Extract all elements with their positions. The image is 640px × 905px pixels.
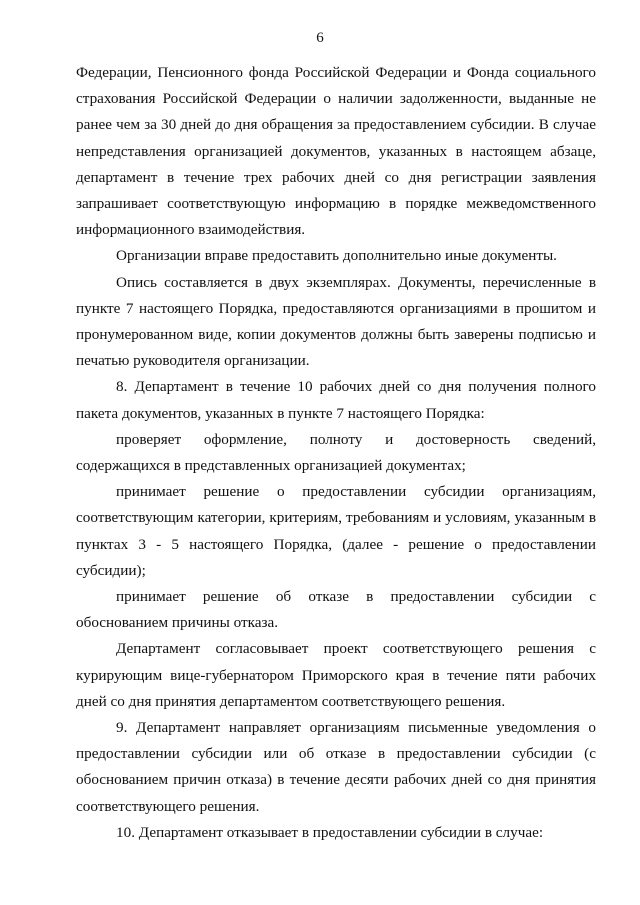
paragraph-item-10: 10. Департамент отказывает в предоставлении субсидии в случае: [116,823,544,841]
paragraph-inventory: Опись составляется в двух экземплярах. Документы, перечисленные в пункте 7 настоящего Порядка, предоставляются организациями в прошитом и пронумерованном виде, копии документов должны быть заверены подписью и печатью руководителя организации. [76,273,596,370]
paragraph-item-8: 8. Департамент в течение 10 рабочих дней со дня получения полного пакета документов, указанных в пункте 7 настоящего Порядка: [76,378,596,422]
paragraph-grant-decision: принимает решение о предоставлении субсидии организациям, соответствующим категории, критериям, требованиям и условиям, указанным в пунктах 3 - 5 настоящего Порядка, (далее - решение о предоставлении субсидии); [76,483,596,579]
paragraph-additional-documents: Организации вправе предоставить дополнительно иные документы. [116,247,557,265]
paragraph-checks: проверяет оформление, полноту и достоверность сведений, содержащихся в представленных организацией документах; [76,430,596,475]
paragraph-item-9: 9. Департамент направляет организациям письменные уведомления о предоставлении субсидии или об отказе в предоставлении субсидии (с обоснованием причин отказа) в течение десяти рабочих дней со дня принятия соответствующего решения. [76,719,596,815]
paragraph-refusal-decision: принимает решение об отказе в предоставлении субсидии с обоснованием причины отказа. [76,588,596,632]
paragraph-approval: Департамент согласовывает проект соответствующего решения с курирующим вице-губернатором Приморского края в течение пяти рабочих дней со дня принятия департаментом соответствующего решения. [76,640,596,710]
document-body [76,60,596,846]
page-number: 6 [316,30,324,46]
paragraph-continuation: Федерации, Пенсионного фонда Российской Федерации и Фонда социального страхования Российской Федерации о наличии задолженности, выданные не ранее чем за 30 дней до дня обращения за предоставлением субсидии. В случае непредставления организацией документов, указанных в настоящем абзаце, департамент в течение трех рабочих дней со дня регистрации заявления запрашивает соответствующую информацию в порядке межведомственного информационного взаимодействия. [76,64,596,239]
